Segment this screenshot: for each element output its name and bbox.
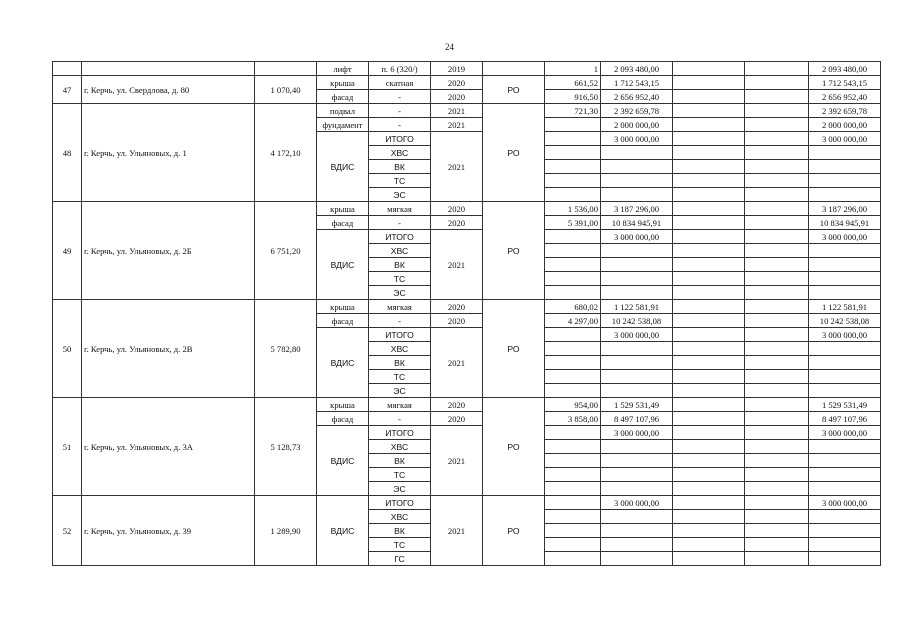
cell-vdis-sub: ЭС [369, 188, 431, 202]
cell-vdis-label: ВДИС [317, 496, 369, 566]
cell-vdis-sub: ВК [369, 258, 431, 272]
cell-cost: 1 529 531,49 [601, 398, 673, 412]
cell-area: 6 751,20 [255, 202, 317, 300]
cell-empty [673, 286, 745, 300]
cell-empty [673, 216, 745, 230]
cell-qty [545, 230, 601, 244]
cell-qty [545, 132, 601, 146]
cell-vdis-label: ВДИС [317, 230, 369, 300]
cell-type: - [369, 118, 431, 132]
cell-qty [545, 188, 601, 202]
cell-vdis-sub: ТС [369, 538, 431, 552]
cell-empty [673, 482, 745, 496]
cell-year: 2020 [431, 412, 483, 426]
cell-year: 2020 [431, 202, 483, 216]
cell-empty [673, 510, 745, 524]
cell-cost [601, 146, 673, 160]
cell-year: 2019 [431, 62, 483, 76]
cell-total [809, 244, 881, 258]
cell-total: 3 000 000,00 [809, 426, 881, 440]
cell-total: 1 529 531,49 [809, 398, 881, 412]
cell-empty [745, 244, 809, 258]
cell-source: РО [483, 104, 545, 202]
cell-empty [745, 286, 809, 300]
cell-empty [673, 552, 745, 566]
cell-cost [601, 468, 673, 482]
cell-cost [601, 510, 673, 524]
cell-cost [601, 524, 673, 538]
cell-cost: 3 000 000,00 [601, 230, 673, 244]
cell-total [809, 272, 881, 286]
cell-type: - [369, 90, 431, 104]
cell-type: мягкая [369, 300, 431, 314]
cell-cost [601, 552, 673, 566]
cell-total [809, 356, 881, 370]
cell-area: 4 172,10 [255, 104, 317, 202]
cell-total: 3 000 000,00 [809, 328, 881, 342]
cell-total: 3 000 000,00 [809, 230, 881, 244]
cell-qty: 954,00 [545, 398, 601, 412]
cell-empty [673, 370, 745, 384]
cell-empty [673, 258, 745, 272]
cell-empty [745, 216, 809, 230]
cell-total [809, 160, 881, 174]
cell-empty [673, 188, 745, 202]
cell-address: г. Керчь, ул. Ульяновых, д. 39 [82, 496, 255, 566]
cell-total: 1 712 543,15 [809, 76, 881, 90]
cell-empty [673, 132, 745, 146]
cell-year: 2021 [431, 132, 483, 202]
cell-cost: 1 122 581,91 [601, 300, 673, 314]
cell-empty [745, 132, 809, 146]
cell-address: г. Керчь, ул. Ульяновых, д. 1 [82, 104, 255, 202]
cell-cost: 10 242 538,08 [601, 314, 673, 328]
cell-qty [545, 258, 601, 272]
cell-total: 1 122 581,91 [809, 300, 881, 314]
cell-empty [745, 62, 809, 76]
cell-total: 2 000 000,00 [809, 118, 881, 132]
cell-year: 2020 [431, 216, 483, 230]
cell-total: 10 242 538,08 [809, 314, 881, 328]
cell-qty: 661,52 [545, 76, 601, 90]
cell-empty [745, 160, 809, 174]
cell-empty [673, 160, 745, 174]
cell-empty [673, 104, 745, 118]
cell-qty [545, 510, 601, 524]
cell-cost [601, 188, 673, 202]
cell-total [809, 538, 881, 552]
cell-source: РО [483, 496, 545, 566]
cell-qty [545, 552, 601, 566]
cell-vdis-sub: ТС [369, 272, 431, 286]
cell-type: мягкая [369, 202, 431, 216]
cell-qty [545, 356, 601, 370]
cell-vdis-sub: ТС [369, 370, 431, 384]
cell-empty [673, 76, 745, 90]
cell-type: п. 6 (320/) [369, 62, 431, 76]
cell-qty: 721,30 [545, 104, 601, 118]
cell-total [809, 258, 881, 272]
cell-element: крыша [317, 398, 369, 412]
cell-qty [545, 384, 601, 398]
cell-empty [673, 384, 745, 398]
cell-qty: 5 391,00 [545, 216, 601, 230]
cell-area: 5 128,73 [255, 398, 317, 496]
cell-empty [745, 174, 809, 188]
cell-cost: 3 187 296,00 [601, 202, 673, 216]
cell-element: фундамент [317, 118, 369, 132]
cell-total [809, 384, 881, 398]
cell-vdis-label: ВДИС [317, 426, 369, 496]
cell-qty [545, 538, 601, 552]
cell-total: 3 000 000,00 [809, 496, 881, 510]
cell-num [53, 62, 82, 76]
cell-empty [745, 384, 809, 398]
cell-area: 1 070,40 [255, 76, 317, 104]
cell-qty [545, 146, 601, 160]
cell-empty [745, 328, 809, 342]
cell-qty [545, 118, 601, 132]
cell-cost: 2 392 659,78 [601, 104, 673, 118]
cell-cost [601, 538, 673, 552]
table-row [53, 62, 881, 76]
table-row [53, 76, 881, 90]
cell-address [82, 62, 255, 76]
cell-empty [745, 524, 809, 538]
cell-vdis-sub: ВК [369, 160, 431, 174]
cell-empty [745, 146, 809, 160]
cell-vdis-sub: ИТОГО [369, 426, 431, 440]
cell-year: 2020 [431, 90, 483, 104]
cell-empty [745, 398, 809, 412]
cell-total [809, 510, 881, 524]
cell-empty [673, 454, 745, 468]
cell-element: подвал [317, 104, 369, 118]
cell-empty [745, 104, 809, 118]
cell-element: крыша [317, 300, 369, 314]
cell-empty [673, 412, 745, 426]
cell-total: 2 392 659,78 [809, 104, 881, 118]
cell-total [809, 286, 881, 300]
cell-vdis-sub: ЭС [369, 384, 431, 398]
cell-type: скатная [369, 76, 431, 90]
table-row [53, 398, 881, 412]
cell-vdis-sub: ХВС [369, 510, 431, 524]
cell-vdis-sub: ГС [369, 552, 431, 566]
cell-vdis-sub: ИТОГО [369, 328, 431, 342]
cell-num: 49 [53, 202, 82, 300]
cell-qty: 3 858,00 [545, 412, 601, 426]
cell-year: 2021 [431, 496, 483, 566]
table-row [53, 104, 881, 118]
cell-cost [601, 482, 673, 496]
cell-empty [745, 552, 809, 566]
cell-empty [745, 202, 809, 216]
cell-qty [545, 174, 601, 188]
cell-qty [545, 328, 601, 342]
cell-empty [673, 118, 745, 132]
cell-cost: 2 093 480,00 [601, 62, 673, 76]
cell-cost: 2 000 000,00 [601, 118, 673, 132]
cell-element: фасад [317, 216, 369, 230]
cell-cost: 8 497 107,96 [601, 412, 673, 426]
cell-empty [745, 412, 809, 426]
cell-empty [673, 272, 745, 286]
cell-year: 2020 [431, 76, 483, 90]
cell-area [255, 62, 317, 76]
cell-year: 2020 [431, 398, 483, 412]
cell-total: 2 093 480,00 [809, 62, 881, 76]
cell-address: г. Керчь, ул. Ульяновых, д. 2В [82, 300, 255, 398]
cell-qty [545, 482, 601, 496]
cell-empty [673, 328, 745, 342]
cell-empty [745, 510, 809, 524]
cell-year: 2021 [431, 426, 483, 496]
cell-year: 2021 [431, 118, 483, 132]
cell-empty [673, 398, 745, 412]
cell-address: г. Керчь, ул. Свердлова, д. 80 [82, 76, 255, 104]
cell-total [809, 146, 881, 160]
cell-qty: 1 [545, 62, 601, 76]
cell-vdis-sub: ИТОГО [369, 230, 431, 244]
cell-total [809, 440, 881, 454]
cell-vdis-sub: ВК [369, 454, 431, 468]
cell-empty [745, 468, 809, 482]
cell-vdis-sub: ИТОГО [369, 132, 431, 146]
cell-empty [745, 482, 809, 496]
cell-cost [601, 370, 673, 384]
cell-vdis-sub: ХВС [369, 244, 431, 258]
cell-element: фасад [317, 314, 369, 328]
cell-total [809, 454, 881, 468]
cell-cost [601, 286, 673, 300]
cell-qty [545, 342, 601, 356]
cell-year: 2021 [431, 230, 483, 300]
cell-empty [745, 454, 809, 468]
cell-year: 2021 [431, 104, 483, 118]
cell-empty [745, 538, 809, 552]
cell-total [809, 174, 881, 188]
cell-vdis-sub: ХВС [369, 440, 431, 454]
cell-num: 51 [53, 398, 82, 496]
cell-total: 2 656 952,40 [809, 90, 881, 104]
cell-empty [745, 342, 809, 356]
cell-element: крыша [317, 76, 369, 90]
cell-source: РО [483, 398, 545, 496]
cell-vdis-sub: ВК [369, 524, 431, 538]
cell-cost [601, 244, 673, 258]
cell-element: лифт [317, 62, 369, 76]
cell-type: мягкая [369, 398, 431, 412]
cell-empty [745, 496, 809, 510]
cell-vdis-sub: ХВС [369, 342, 431, 356]
cell-empty [673, 202, 745, 216]
page-number: 24 [445, 42, 454, 52]
cell-empty [673, 468, 745, 482]
cell-cost: 3 000 000,00 [601, 328, 673, 342]
cell-qty [545, 426, 601, 440]
cell-qty [545, 454, 601, 468]
cell-source: РО [483, 300, 545, 398]
cell-empty [745, 118, 809, 132]
cell-element: фасад [317, 90, 369, 104]
cell-qty [545, 370, 601, 384]
cell-empty [745, 188, 809, 202]
cell-empty [673, 244, 745, 258]
cell-empty [673, 538, 745, 552]
cell-cost [601, 440, 673, 454]
cell-element: крыша [317, 202, 369, 216]
cell-source: РО [483, 202, 545, 300]
cell-empty [673, 342, 745, 356]
capital-repair-table [52, 61, 881, 566]
cell-qty [545, 496, 601, 510]
cell-empty [745, 230, 809, 244]
cell-empty [745, 76, 809, 90]
cell-vdis-sub: ЭС [369, 482, 431, 496]
cell-qty [545, 272, 601, 286]
cell-cost [601, 258, 673, 272]
cell-num: 48 [53, 104, 82, 202]
cell-cost: 10 834 945,91 [601, 216, 673, 230]
cell-total [809, 524, 881, 538]
cell-cost: 2 656 952,40 [601, 90, 673, 104]
cell-year: 2020 [431, 300, 483, 314]
cell-qty: 916,50 [545, 90, 601, 104]
cell-vdis-sub: ХВС [369, 146, 431, 160]
cell-total [809, 482, 881, 496]
cell-qty [545, 244, 601, 258]
cell-qty [545, 286, 601, 300]
cell-empty [673, 426, 745, 440]
cell-empty [673, 524, 745, 538]
cell-year: 2020 [431, 314, 483, 328]
cell-total [809, 188, 881, 202]
cell-qty: 680,02 [545, 300, 601, 314]
cell-cost [601, 356, 673, 370]
cell-num: 52 [53, 496, 82, 566]
cell-qty [545, 160, 601, 174]
cell-empty [673, 230, 745, 244]
cell-empty [745, 90, 809, 104]
table-row [53, 202, 881, 216]
cell-empty [745, 314, 809, 328]
cell-cost: 3 000 000,00 [601, 132, 673, 146]
cell-num: 50 [53, 300, 82, 398]
cell-qty [545, 440, 601, 454]
cell-empty [673, 496, 745, 510]
cell-cost: 3 000 000,00 [601, 426, 673, 440]
cell-source [483, 62, 545, 76]
cell-empty [745, 272, 809, 286]
cell-empty [745, 440, 809, 454]
cell-type: - [369, 216, 431, 230]
cell-empty [673, 62, 745, 76]
cell-address: г. Керчь, ул. Ульяновых, д. 3А [82, 398, 255, 496]
cell-num: 47 [53, 76, 82, 104]
cell-empty [745, 426, 809, 440]
cell-address: г. Керчь, ул. Ульяновых, д. 2Б [82, 202, 255, 300]
cell-cost [601, 342, 673, 356]
cell-cost [601, 160, 673, 174]
cell-area: 1 289,90 [255, 496, 317, 566]
cell-empty [673, 300, 745, 314]
cell-cost: 1 712 543,15 [601, 76, 673, 90]
cell-qty [545, 524, 601, 538]
cell-vdis-sub: ВК [369, 356, 431, 370]
cell-total: 8 497 107,96 [809, 412, 881, 426]
table-row [53, 496, 881, 510]
cell-empty [745, 258, 809, 272]
cell-cost [601, 174, 673, 188]
cell-type: - [369, 412, 431, 426]
cell-empty [673, 314, 745, 328]
cell-vdis-sub: ТС [369, 174, 431, 188]
cell-cost [601, 272, 673, 286]
cell-cost: 3 000 000,00 [601, 496, 673, 510]
cell-vdis-sub: ИТОГО [369, 496, 431, 510]
cell-qty: 4 297,00 [545, 314, 601, 328]
cell-vdis-label: ВДИС [317, 328, 369, 398]
cell-total: 3 000 000,00 [809, 132, 881, 146]
cell-vdis-sub: ЭС [369, 286, 431, 300]
cell-total [809, 552, 881, 566]
cell-element: фасад [317, 412, 369, 426]
cell-empty [673, 440, 745, 454]
cell-empty [673, 146, 745, 160]
cell-empty [673, 174, 745, 188]
cell-cost [601, 454, 673, 468]
cell-total: 3 187 296,00 [809, 202, 881, 216]
cell-empty [673, 90, 745, 104]
cell-vdis-label: ВДИС [317, 132, 369, 202]
cell-qty [545, 468, 601, 482]
cell-qty: 1 536,00 [545, 202, 601, 216]
cell-empty [745, 300, 809, 314]
cell-year: 2021 [431, 328, 483, 398]
table-row [53, 300, 881, 314]
cell-empty [745, 370, 809, 384]
cell-area: 5 782,80 [255, 300, 317, 398]
cell-empty [745, 356, 809, 370]
cell-empty [673, 356, 745, 370]
cell-total: 10 834 945,91 [809, 216, 881, 230]
cell-type: - [369, 314, 431, 328]
cell-total [809, 468, 881, 482]
cell-cost [601, 384, 673, 398]
cell-total [809, 370, 881, 384]
cell-total [809, 342, 881, 356]
cell-type: - [369, 104, 431, 118]
cell-vdis-sub: ТС [369, 468, 431, 482]
cell-source: РО [483, 76, 545, 104]
